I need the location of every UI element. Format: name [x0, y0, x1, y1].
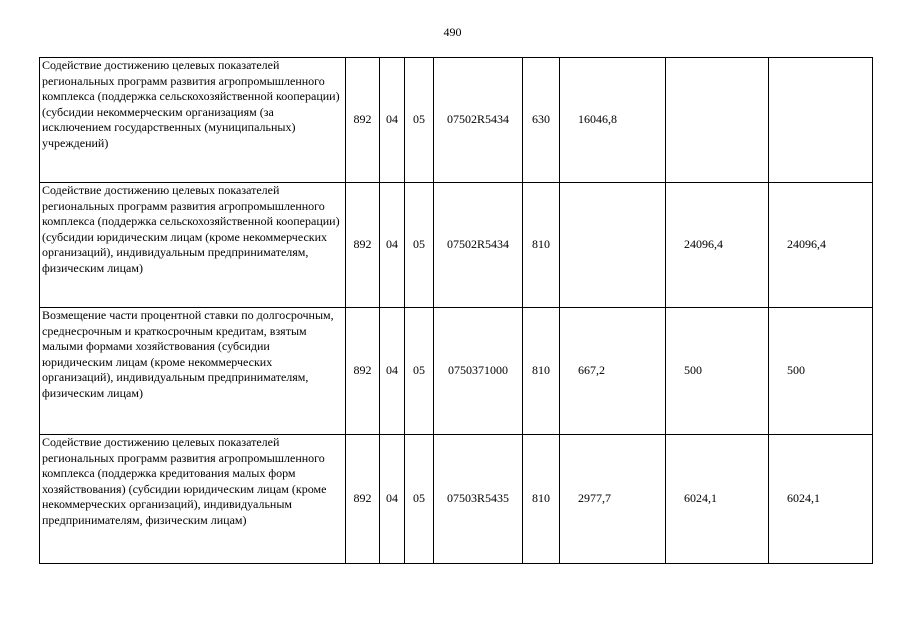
amount-2 — [666, 58, 769, 183]
row-description: Возмещение части процентной ставки по долгосрочным, среднесрочным и краткосрочным кредитам, взятым малыми формами хозяйствования (субсидии юридическим лицам (кроме некоммерческих организаций), индивидуальным предпринимателям, физическим лицам) — [40, 308, 346, 435]
amount-2: 500 — [666, 308, 769, 435]
table-row — [40, 183, 873, 308]
amount-1: 16046,8 — [560, 58, 666, 183]
expense-type-code: 630 — [523, 58, 560, 183]
section-code: 04 — [380, 58, 405, 183]
budget-table — [39, 57, 873, 564]
target-article-code: 07502R5434 — [434, 183, 523, 308]
ministry-code: 892 — [346, 58, 380, 183]
amount-3: 24096,4 — [769, 183, 873, 308]
table-row — [40, 58, 873, 183]
table-row — [40, 308, 873, 435]
subsection-code: 05 — [405, 58, 434, 183]
amount-1: 2977,7 — [560, 435, 666, 564]
amount-2: 6024,1 — [666, 435, 769, 564]
section-code: 04 — [380, 435, 405, 564]
target-article-code: 07502R5434 — [434, 58, 523, 183]
expense-type-code: 810 — [523, 435, 560, 564]
amount-2: 24096,4 — [666, 183, 769, 308]
row-description: Содействие достижению целевых показателей региональных программ развития агропромышленного комплекса (поддержка кредитования малых форм хозяйствования) (субсидии юридическим лицам (кроме некоммерческих организаций), индивидуальным предпринимателям, физическим лицам) — [40, 435, 346, 564]
amount-3: 500 — [769, 308, 873, 435]
section-code: 04 — [380, 183, 405, 308]
ministry-code: 892 — [346, 435, 380, 564]
row-description: Содействие достижению целевых показателей региональных программ развития агропромышленного комплекса (поддержка сельскохозяйственной кооперации) (субсидии юридическим лицам (кроме некоммерческих организаций), индивидуальным предпринимателям, физическим лицам) — [40, 183, 346, 308]
table-row — [40, 435, 873, 564]
amount-3: 6024,1 — [769, 435, 873, 564]
amount-1 — [560, 183, 666, 308]
subsection-code: 05 — [405, 183, 434, 308]
ministry-code: 892 — [346, 183, 380, 308]
subsection-code: 05 — [405, 308, 434, 435]
ministry-code: 892 — [346, 308, 380, 435]
target-article-code: 07503R5435 — [434, 435, 523, 564]
subsection-code: 05 — [405, 435, 434, 564]
page-number: 490 — [443, 25, 462, 39]
expense-type-code: 810 — [523, 308, 560, 435]
row-description: Содействие достижению целевых показателей региональных программ развития агропромышленного комплекса (поддержка сельскохозяйственной кооперации) (субсидии некоммерческим организациям (за исключением государственных (муниципальных) учреждений) — [40, 58, 346, 183]
amount-1: 667,2 — [560, 308, 666, 435]
expense-type-code: 810 — [523, 183, 560, 308]
amount-3 — [769, 58, 873, 183]
section-code: 04 — [380, 308, 405, 435]
target-article-code: 0750371000 — [434, 308, 523, 435]
